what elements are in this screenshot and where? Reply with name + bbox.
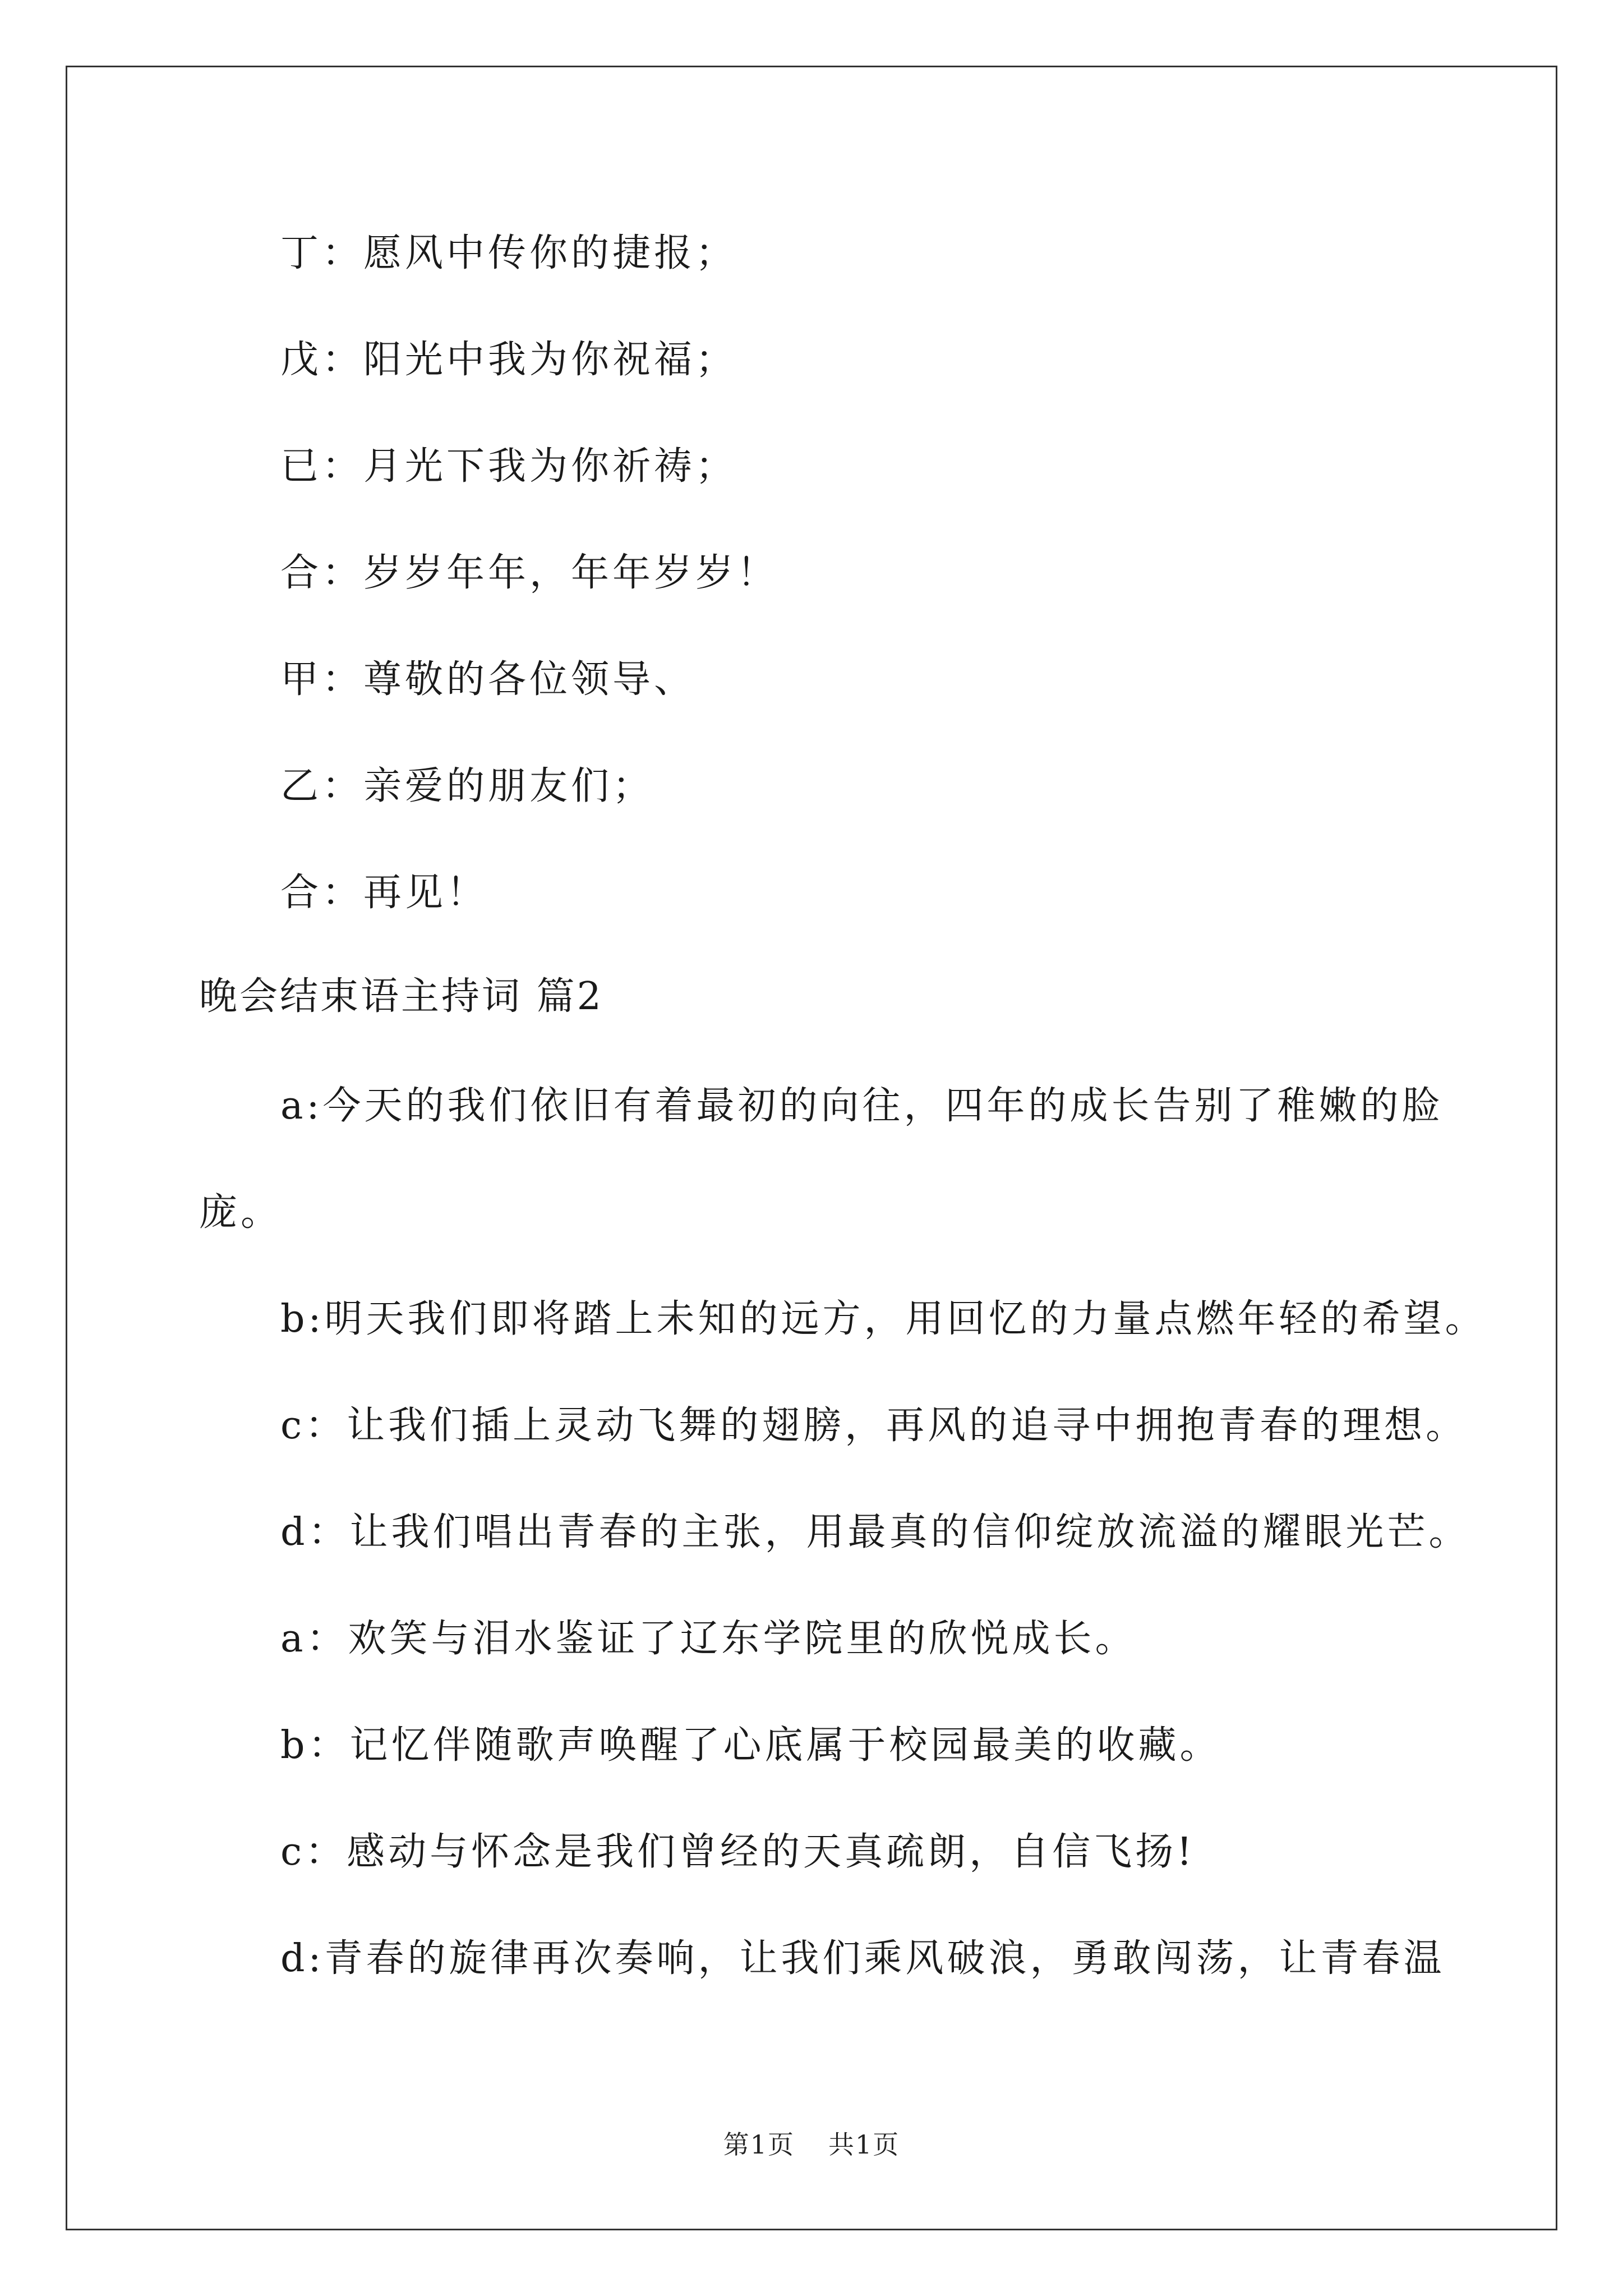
text-line: 丁：愿风中传你的捷报； xyxy=(280,231,737,275)
section-heading: 晚会结束语主持词 篇2 xyxy=(199,974,603,1019)
text-line: 合：再见！ xyxy=(280,871,488,915)
text-line: 已：月光下我为你祈祷； xyxy=(280,444,737,489)
text-line: 乙：亲爱的朋友们； xyxy=(280,764,654,808)
text-line: 合：岁岁年年，年年岁岁！ xyxy=(280,551,779,595)
text-line: c：让我们插上灵动飞舞的翅膀，再风的追寻中拥抱青春的理想。 xyxy=(280,1404,1468,1448)
page-border xyxy=(66,66,1557,2230)
text-line: 庞。 xyxy=(199,1190,283,1235)
text-line: b：记忆伴随歌声唤醒了心底属于校园最美的收藏。 xyxy=(280,1723,1221,1768)
page-number: 第1页 xyxy=(723,2129,795,2160)
text-line: a：欢笑与泪水鉴证了辽东学院里的欣悦成长。 xyxy=(280,1617,1137,1661)
text-line: a:今天的我们依旧有着最初的向往，四年的成长告别了稚嫩的脸 xyxy=(280,1084,1444,1128)
text-line: d:青春的旋律再次奏响，让我们乘风破浪，勇敢闯荡，让青春温 xyxy=(280,1936,1445,1981)
text-line: b:明天我们即将踏上未知的远方，用回忆的力量点燃年轻的希望。 xyxy=(280,1297,1487,1341)
text-line: 戊：阳光中我为你祝福； xyxy=(280,338,737,382)
text-line: c：感动与怀念是我们曾经的天真疏朗，自信飞扬! xyxy=(280,1830,1196,1874)
text-line: 甲：尊敬的各位领导、 xyxy=(280,657,696,702)
page-total: 共1页 xyxy=(828,2129,900,2160)
text-line: d：让我们唱出青春的主张，用最真的信仰绽放流溢的耀眼光芒。 xyxy=(280,1510,1470,1554)
page-footer xyxy=(0,2129,1623,2160)
